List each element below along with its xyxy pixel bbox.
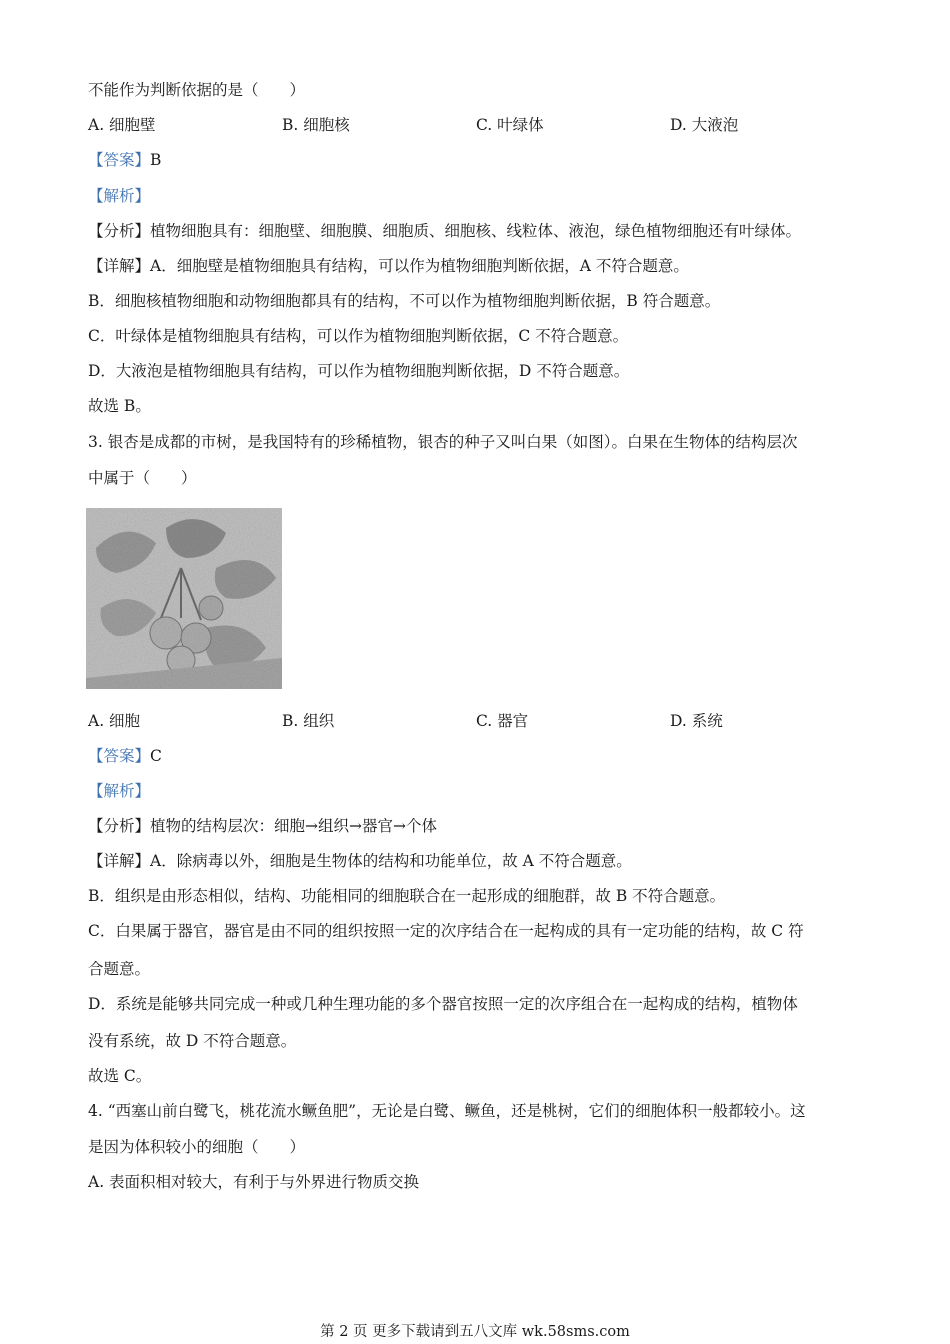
answer-value: B <box>150 151 162 169</box>
q3-xiangjie-b: B．组织是由形态相似，结构、功能相同的细胞联合在一起形成的细胞群，故 B 不符合题意。 <box>88 887 726 905</box>
q3-stem-line1: 3. 银杏是成都的市树，是我国特有的珍稀植物，银杏的种子又叫白果（如图）。白果在生物体的结构层次 <box>88 433 798 451</box>
q2-option-d: D. 大液泡 <box>670 116 739 134</box>
xiangjie-tag: 【详解】 <box>88 257 151 275</box>
q3-analysis-tag: 【解析】 <box>88 782 151 800</box>
q3-option-a: A. 细胞 <box>88 712 141 730</box>
q3-answer <box>88 746 162 766</box>
q3-conclusion: 故选 C。 <box>88 1067 152 1085</box>
fenxi-tag: 【分析】 <box>88 817 151 835</box>
q2-conclusion: 故选 B。 <box>88 397 151 415</box>
ginkgo-photo-illustration <box>86 508 282 689</box>
q4-option-a: A. 表面积相对较大，有利于与外界进行物质交换 <box>88 1173 420 1191</box>
q2-xiangjie-d: D．大液泡是植物细胞具有结构，可以作为植物细胞判断依据，D 不符合题意。 <box>88 362 630 380</box>
answer-tag: 【答案】 <box>88 747 151 765</box>
q3-xiangjie-c2: 合题意。 <box>88 960 151 978</box>
xiangjie-a-text: A．除病毒以外，细胞是生物体的结构和功能单位，故 A 不符合题意。 <box>150 852 632 870</box>
q2-xiangjie-a <box>88 256 689 276</box>
q2-option-c: C. 叶绿体 <box>476 116 544 134</box>
page-footer: 第 2 页 更多下载请到五八文库 wk.58sms.com <box>320 1324 630 1340</box>
fenxi-text: 植物细胞具有：细胞壁、细胞膜、细胞质、细胞核、线粒体、液泡，绿色植物细胞还有叶绿体。 <box>150 222 802 240</box>
q2-analysis-tag: 【解析】 <box>88 187 151 205</box>
q3-option-c: C. 器官 <box>476 712 529 730</box>
q3-option-b: B. 组织 <box>282 712 335 730</box>
q4-stem-line2: 是因为体积较小的细胞（ ） <box>88 1138 306 1156</box>
q3-fenxi <box>88 816 437 836</box>
xiangjie-a-text: A．细胞壁是植物细胞具有结构，可以作为植物细胞判断依据，A 不符合题意。 <box>150 257 689 275</box>
q4-stem-line1: 4. “西塞山前白鹭飞，桃花流水鳜鱼肥”，无论是白鹭、鳜鱼，还是桃树，它们的细胞体积一般都较小。这 <box>88 1102 806 1120</box>
fenxi-text: 植物的结构层次：细胞→组织→器官→个体 <box>150 817 437 835</box>
q3-xiangjie-a <box>88 851 632 871</box>
q2-xiangjie-c: C．叶绿体是植物细胞具有结构，可以作为植物细胞判断依据，C 不符合题意。 <box>88 327 629 345</box>
ginkgo-seed-photo <box>86 508 282 689</box>
q3-stem-line2: 中属于（ ） <box>88 469 197 487</box>
answer-tag: 【答案】 <box>88 151 151 169</box>
q2-fenxi <box>88 221 801 241</box>
q2-option-a: A. 细胞壁 <box>88 116 156 134</box>
q3-option-d: D. 系统 <box>670 712 723 730</box>
q2-answer <box>88 150 161 170</box>
q3-xiangjie-d2: 没有系统，故 D 不符合题意。 <box>88 1032 297 1050</box>
q2-option-b: B. 细胞核 <box>282 116 350 134</box>
fenxi-tag: 【分析】 <box>88 222 151 240</box>
answer-value: C <box>150 747 162 765</box>
q3-xiangjie-c1: C．白果属于器官，器官是由不同的组织按照一定的次序结合在一起构成的具有一定功能的结构，故 C 符 <box>88 922 804 940</box>
xiangjie-tag: 【详解】 <box>88 852 151 870</box>
q2-stem-end: 不能作为判断依据的是（ ） <box>88 81 306 99</box>
q3-xiangjie-d1: D．系统是能够共同完成一种或几种生理功能的多个器官按照一定的次序组合在一起构成的结构，植物体 <box>88 995 798 1013</box>
q2-xiangjie-b: B．细胞核植物细胞和动物细胞都具有的结构，不可以作为植物细胞判断依据，B 符合题意。 <box>88 292 721 310</box>
